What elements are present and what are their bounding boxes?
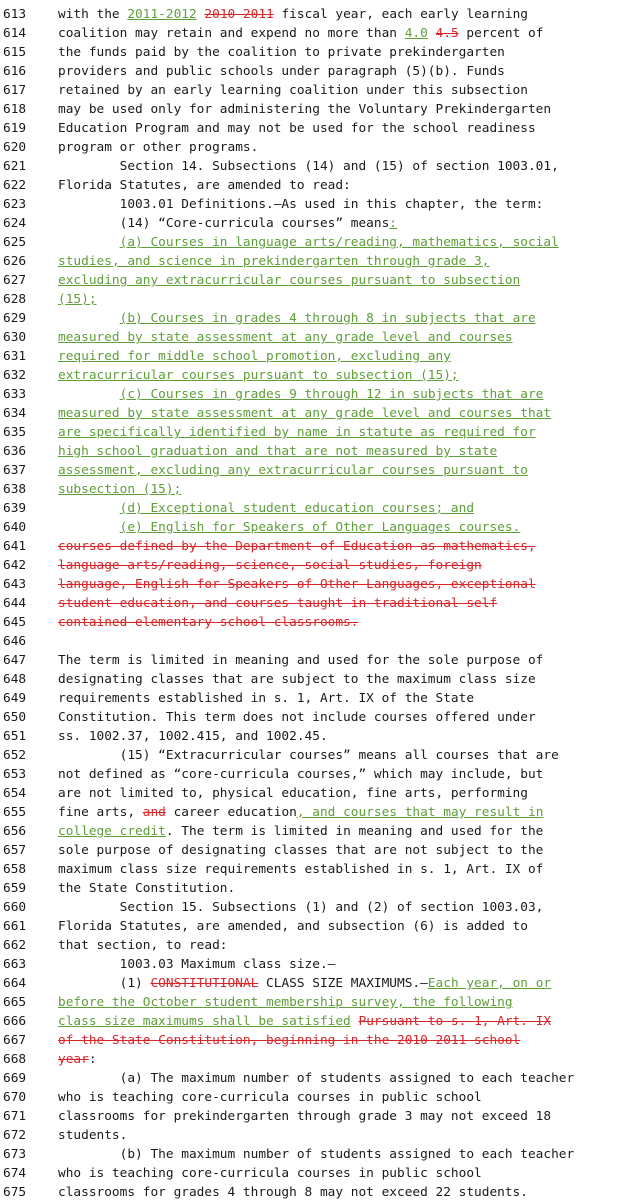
inserted-text: 2011-2012 <box>127 7 197 22</box>
line-text <box>58 366 459 385</box>
text-segment: designating classes that are subject to the maximum class size <box>58 672 536 687</box>
document-line <box>0 632 618 651</box>
document-line <box>0 556 618 575</box>
line-text <box>58 822 543 841</box>
line-text <box>58 651 543 670</box>
inserted-text: required for middle school promotion, excluding any <box>58 349 451 364</box>
line-number: 639 <box>3 501 27 516</box>
line-text <box>58 746 559 765</box>
line-number: 675 <box>3 1185 27 1200</box>
line-text <box>58 765 543 784</box>
line-number: 640 <box>3 520 27 535</box>
text-segment: fine arts, <box>58 805 143 820</box>
document-line <box>0 81 618 100</box>
deleted-text: Pursuant to s. 1, Art. IX <box>358 1014 552 1029</box>
line-text <box>58 100 551 119</box>
document-line <box>0 765 618 784</box>
text-segment <box>58 501 120 516</box>
document-line <box>0 974 618 993</box>
line-text <box>58 385 543 404</box>
line-number: 641 <box>3 539 27 554</box>
document-line <box>0 157 618 176</box>
text-segment: program or other programs. <box>58 140 259 155</box>
document-line <box>0 385 618 404</box>
document-line <box>0 518 618 537</box>
text-segment: who is teaching core-curricula courses in public school <box>58 1166 482 1181</box>
line-text <box>58 442 497 461</box>
inserted-text: before the October student membership survey, the following <box>58 995 513 1010</box>
line-number: 656 <box>3 824 27 839</box>
document-line <box>0 1145 618 1164</box>
document-line <box>0 461 618 480</box>
text-segment <box>58 235 120 250</box>
inserted-text: college credit <box>58 824 166 839</box>
line-number: 645 <box>3 615 27 630</box>
text-segment: fiscal year, each early learning <box>273 7 528 22</box>
line-number: 661 <box>3 919 27 934</box>
line-text <box>58 347 451 366</box>
document-line <box>0 1126 618 1145</box>
document-line <box>0 841 618 860</box>
line-text <box>58 879 235 898</box>
deleted-text: contained elementary school classrooms. <box>58 615 359 630</box>
document-line <box>0 537 618 556</box>
text-segment: that section, to read: <box>58 938 228 953</box>
line-number: 634 <box>3 406 27 421</box>
line-text <box>58 537 536 556</box>
line-text <box>58 1126 127 1145</box>
line-text <box>58 1088 482 1107</box>
document-line <box>0 879 618 898</box>
text-segment: (15) “Extracurricular courses” means all courses that are <box>58 748 559 763</box>
text-segment: CLASS SIZE MAXIMUMS.— <box>258 976 428 991</box>
line-text <box>58 993 513 1012</box>
document-line <box>0 271 618 290</box>
line-text <box>58 81 528 100</box>
deleted-text: CONSTITUTIONAL <box>150 976 259 991</box>
document-line <box>0 1031 618 1050</box>
line-number: 616 <box>3 64 27 79</box>
text-segment: the State Constitution. <box>58 881 236 896</box>
line-text <box>58 138 258 157</box>
line-number: 638 <box>3 482 27 497</box>
line-text <box>58 423 536 442</box>
text-segment: Education Program and may not be used for the school readiness <box>58 121 536 136</box>
inserted-text: Each year, on or <box>427 976 552 991</box>
line-text <box>58 195 543 214</box>
document-line <box>0 613 618 632</box>
line-number: 655 <box>3 805 27 820</box>
line-number: 665 <box>3 995 27 1010</box>
text-segment <box>58 387 120 402</box>
document-line <box>0 708 618 727</box>
text-segment: : <box>88 1052 97 1067</box>
document-line <box>0 803 618 822</box>
line-number: 636 <box>3 444 27 459</box>
line-number: 618 <box>3 102 27 117</box>
line-number: 660 <box>3 900 27 915</box>
text-segment: maximum class size requirements established in s. 1, Art. IX of <box>58 862 544 877</box>
text-segment: providers and public schools under paragraph (5)(b). Funds <box>58 64 505 79</box>
line-number: 623 <box>3 197 27 212</box>
line-number: 672 <box>3 1128 27 1143</box>
deleted-text: courses defined by the Department of Education as mathematics, <box>58 539 536 554</box>
document-line <box>0 290 618 309</box>
document-line <box>0 784 618 803</box>
line-number: 622 <box>3 178 27 193</box>
text-segment: who is teaching core-curricula courses in public school <box>58 1090 482 1105</box>
document-line <box>0 499 618 518</box>
text-segment: Florida Statutes, are amended, and subsection (6) is added to <box>58 919 528 934</box>
deleted-text: language arts/reading, science, social studies, foreign <box>58 558 482 573</box>
line-number: 663 <box>3 957 27 972</box>
document-line <box>0 822 618 841</box>
line-number: 651 <box>3 729 27 744</box>
text-segment: with the <box>58 7 128 22</box>
line-text <box>58 157 559 176</box>
deleted-text: 2010-2011 <box>204 7 274 22</box>
text-segment: retained by an early learning coalition under this subsection <box>58 83 528 98</box>
line-text <box>58 784 528 803</box>
document-line <box>0 328 618 347</box>
line-text <box>58 708 536 727</box>
line-number: 624 <box>3 216 27 231</box>
document-line <box>0 936 618 955</box>
line-number: 644 <box>3 596 27 611</box>
inserted-text: class size maximums shall be satisfied <box>58 1014 351 1029</box>
line-text <box>58 556 482 575</box>
document-line <box>0 423 618 442</box>
line-number: 626 <box>3 254 27 269</box>
line-number: 629 <box>3 311 27 326</box>
text-segment: are not limited to, physical education, fine arts, performing <box>58 786 528 801</box>
text-segment: (14) “Core-curricula courses” means <box>58 216 390 231</box>
line-number: 654 <box>3 786 27 801</box>
line-number: 650 <box>3 710 27 725</box>
document-line <box>0 670 618 689</box>
line-number: 617 <box>3 83 27 98</box>
text-segment: (b) The maximum number of students assigned to each teacher <box>58 1147 575 1162</box>
text-segment: sole purpose of designating classes that are not subject to the <box>58 843 544 858</box>
text-segment: coalition may retain and expend no more than <box>58 26 405 41</box>
line-number: 614 <box>3 26 27 41</box>
inserted-text: (c) Courses in grades 9 through 12 in subjects that are <box>119 387 544 402</box>
line-text <box>58 898 543 917</box>
document-line <box>0 898 618 917</box>
document-line <box>0 43 618 62</box>
line-text <box>58 1164 482 1183</box>
inserted-text: extracurricular courses pursuant to subsection (15); <box>58 368 459 383</box>
line-number: 673 <box>3 1147 27 1162</box>
document-line <box>0 347 618 366</box>
text-segment: not defined as “core-curricula courses,” which may include, but <box>58 767 544 782</box>
document-line <box>0 366 618 385</box>
inserted-text: studies, and science in prekindergarten through grade 3, <box>58 254 490 269</box>
text-segment: the funds paid by the coalition to private prekindergarten <box>58 45 505 60</box>
line-text <box>58 233 559 252</box>
text-segment: may be used only for administering the Voluntary Prekindergarten <box>58 102 552 117</box>
text-segment: classrooms for grades 4 through 8 may not exceed 22 students. <box>58 1185 528 1200</box>
line-text <box>58 1012 551 1031</box>
document-line <box>0 1107 618 1126</box>
text-segment: requirements established in s. 1, Art. IX of the State <box>58 691 475 706</box>
line-text <box>58 1183 528 1202</box>
line-text <box>58 1069 574 1088</box>
document-line <box>0 993 618 1012</box>
document-line <box>0 746 618 765</box>
document-line <box>0 5 618 24</box>
inserted-text: are specifically identified by name in statute as required for <box>58 425 536 440</box>
text-segment: (1) <box>58 976 151 991</box>
text-segment: students. <box>58 1128 128 1143</box>
text-segment: career education <box>165 805 297 820</box>
line-number: 613 <box>3 7 27 22</box>
line-text <box>58 1050 97 1069</box>
line-number: 633 <box>3 387 27 402</box>
line-text <box>58 917 528 936</box>
line-number: 666 <box>3 1014 27 1029</box>
line-text <box>58 955 335 974</box>
inserted-text: (a) Courses in language arts/reading, mathematics, social <box>119 235 559 250</box>
line-number: 627 <box>3 273 27 288</box>
deleted-text: of the State Constitution, beginning in the 2010-2011 school <box>58 1033 521 1048</box>
line-number: 662 <box>3 938 27 953</box>
document-line <box>0 575 618 594</box>
document-line <box>0 1164 618 1183</box>
line-number: 667 <box>3 1033 27 1048</box>
document-line <box>0 917 618 936</box>
line-number: 671 <box>3 1109 27 1124</box>
document-line <box>0 860 618 879</box>
text-segment: Section 14. Subsections (14) and (15) of section 1003.01, <box>58 159 559 174</box>
line-text <box>58 271 520 290</box>
document-line <box>0 62 618 81</box>
line-number: 648 <box>3 672 27 687</box>
text-segment: Constitution. This term does not include courses offered under <box>58 710 536 725</box>
line-number: 620 <box>3 140 27 155</box>
document-line <box>0 252 618 271</box>
line-number: 653 <box>3 767 27 782</box>
line-text <box>58 613 358 632</box>
inserted-text: excluding any extracurricular courses pursuant to subsection <box>58 273 521 288</box>
document-line <box>0 119 618 138</box>
text-segment: Section 15. Subsections (1) and (2) of section 1003.03, <box>58 900 544 915</box>
line-text <box>58 404 551 423</box>
line-number: 632 <box>3 368 27 383</box>
document-line <box>0 727 618 746</box>
inserted-text: (b) Courses in grades 4 through 8 in subjects that are <box>119 311 536 326</box>
document-line <box>0 442 618 461</box>
line-number: 652 <box>3 748 27 763</box>
line-text <box>58 594 497 613</box>
document-line <box>0 1012 618 1031</box>
deleted-text: year <box>58 1052 89 1067</box>
line-text <box>58 860 543 879</box>
line-text <box>58 575 536 594</box>
line-text <box>58 670 536 689</box>
line-number: 628 <box>3 292 27 307</box>
line-text <box>58 214 397 233</box>
inserted-text: (d) Exceptional student education courses; and <box>119 501 475 516</box>
document-line <box>0 195 618 214</box>
line-text <box>58 689 474 708</box>
line-text <box>58 119 536 138</box>
text-segment: 1003.01 Definitions.—As used in this chapter, the term: <box>58 197 544 212</box>
line-number: 637 <box>3 463 27 478</box>
line-number: 658 <box>3 862 27 877</box>
text-segment <box>58 520 120 535</box>
deleted-text: and <box>142 805 166 820</box>
line-number: 635 <box>3 425 27 440</box>
line-text <box>58 5 528 24</box>
document-line <box>0 1069 618 1088</box>
line-number: 625 <box>3 235 27 250</box>
document-line <box>0 233 618 252</box>
line-number: 615 <box>3 45 27 60</box>
line-text <box>58 518 520 537</box>
line-text <box>58 841 543 860</box>
line-number: 657 <box>3 843 27 858</box>
document-line <box>0 651 618 670</box>
text-segment: classrooms for prekindergarten through grade 3 may not exceed 18 <box>58 1109 552 1124</box>
line-text <box>58 803 543 822</box>
line-number: 669 <box>3 1071 27 1086</box>
inserted-text: : <box>389 216 398 231</box>
document-line <box>0 594 618 613</box>
line-number: 649 <box>3 691 27 706</box>
deleted-text: student education, and courses taught in traditional self <box>58 596 498 611</box>
line-number: 674 <box>3 1166 27 1181</box>
line-number: 621 <box>3 159 27 174</box>
line-text <box>58 1031 520 1050</box>
text-segment <box>351 1014 359 1029</box>
line-text <box>58 974 551 993</box>
document-line <box>0 24 618 43</box>
text-segment: percent of <box>458 26 544 41</box>
line-number: 643 <box>3 577 27 592</box>
line-text <box>58 1107 551 1126</box>
inserted-text: 4.0 <box>404 26 428 41</box>
document-line <box>0 138 618 157</box>
inserted-text: (e) English for Speakers of Other Languages courses. <box>119 520 521 535</box>
line-text <box>58 499 474 518</box>
line-text <box>58 176 351 195</box>
line-number: 668 <box>3 1052 27 1067</box>
inserted-text: subsection (15); <box>58 482 182 497</box>
text-segment: . The term is limited in meaning and used for the <box>165 824 544 839</box>
line-number: 647 <box>3 653 27 668</box>
document-line <box>0 309 618 328</box>
line-text <box>58 309 536 328</box>
inserted-text: measured by state assessment at any grade level and courses <box>58 330 513 345</box>
line-text <box>58 328 513 347</box>
inserted-text: , and courses that may result in <box>296 805 544 820</box>
text-segment <box>428 26 436 41</box>
line-text <box>58 290 97 309</box>
line-number: 642 <box>3 558 27 573</box>
line-text <box>58 1145 574 1164</box>
line-text <box>58 480 181 499</box>
line-number: 646 <box>3 634 27 649</box>
document-line <box>0 176 618 195</box>
inserted-text: high school graduation and that are not measured by state <box>58 444 498 459</box>
document-line <box>0 480 618 499</box>
text-segment: 1003.03 Maximum class size.— <box>58 957 336 972</box>
document-line <box>0 404 618 423</box>
deleted-text: 4.5 <box>435 26 459 41</box>
deleted-text: language, English for Speakers of Other Languages, exceptional <box>58 577 536 592</box>
line-text <box>58 461 528 480</box>
document-line <box>0 1183 618 1202</box>
text-segment <box>58 311 120 326</box>
document-line <box>0 1050 618 1069</box>
line-number: 670 <box>3 1090 27 1105</box>
inserted-text: (15); <box>58 292 97 307</box>
text-segment: The term is limited in meaning and used for the sole purpose of <box>58 653 544 668</box>
document-line <box>0 100 618 119</box>
document-line <box>0 1088 618 1107</box>
line-number: 631 <box>3 349 27 364</box>
line-number: 659 <box>3 881 27 896</box>
line-text <box>58 62 505 81</box>
line-number: 619 <box>3 121 27 136</box>
line-number: 630 <box>3 330 27 345</box>
document-line <box>0 689 618 708</box>
line-number: 664 <box>3 976 27 991</box>
line-text <box>58 727 328 746</box>
inserted-text: assessment, excluding any extracurricular courses pursuant to <box>58 463 528 478</box>
document-line <box>0 214 618 233</box>
text-segment: ss. 1002.37, 1002.415, and 1002.45. <box>58 729 328 744</box>
line-text <box>58 43 505 62</box>
text-segment: Florida Statutes, are amended to read: <box>58 178 351 193</box>
line-text <box>58 24 543 43</box>
inserted-text: measured by state assessment at any grade level and courses that <box>58 406 552 421</box>
document-line <box>0 955 618 974</box>
line-text <box>58 252 489 271</box>
text-segment: (a) The maximum number of students assigned to each teacher <box>58 1071 575 1086</box>
line-text <box>58 936 228 955</box>
